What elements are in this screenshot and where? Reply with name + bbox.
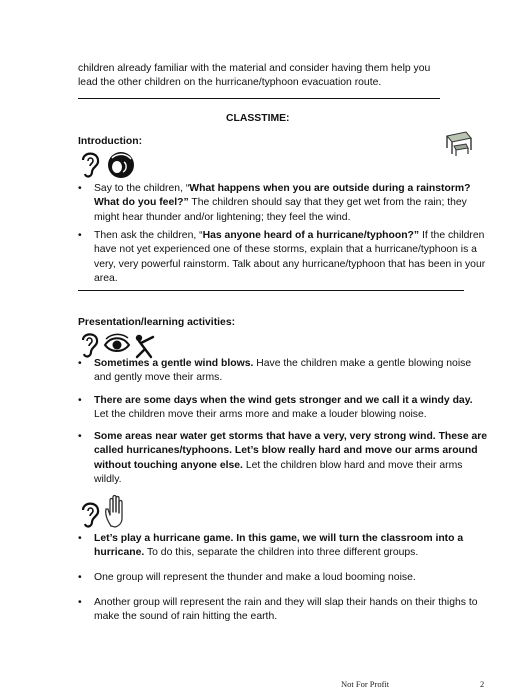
intro-bullet-1-text-b: The children should say that they get wet from the rain; they might hear thunder and/or lightening; they feel the wind. — [94, 197, 467, 223]
stretching-person-icon — [136, 335, 153, 357]
footer-text: Not For Profit — [341, 679, 390, 689]
intro-bullet-2-text-b: If the children have not yet experienced one of these storms, explain that a hurricane/typhoon is a very, very powerful rainstorm. Talk about any hurricane/typhoon that has been in your area. — [94, 230, 486, 284]
classtime-heading: CLASSTIME: — [226, 113, 290, 124]
intro-bullet-2-text-a: Then ask the children, “ — [94, 230, 203, 241]
game-icons — [79, 494, 135, 530]
ear-icon — [83, 334, 97, 356]
ear-icon — [83, 154, 98, 177]
intro-bullet-1 — [78, 182, 488, 225]
bullet-dot: • — [78, 597, 82, 608]
presentation-icons — [79, 331, 161, 359]
desk-chair-icon — [444, 128, 474, 158]
presentation-bullet-2 — [78, 394, 488, 423]
divider-top — [78, 98, 440, 99]
presentation-bullet-1-text: Have the children make a gentle blowing noise and gently move their arms. — [94, 358, 472, 384]
presentation-bullet-2-bold: There are some days when the wind gets stronger and we call it a windy day. — [94, 395, 473, 406]
presentation-bullet-3-bold: Some areas near water get storms that have a very, very strong wind. These are called hurricanes/typhoons. Let’s blow really hard and move our arms around without touching anyone else. — [94, 431, 488, 471]
game-bullet-3-text: Another group will represent the rain and they will slap their hands on their thighs to make the sound of rain hitting the earth. — [94, 597, 478, 623]
bullet-dot: • — [78, 183, 82, 194]
intro-bullet-1-bold-b: What do you feel?” — [94, 197, 189, 209]
intro-bullet-2 — [78, 229, 488, 286]
ear-icon — [83, 504, 98, 527]
divider-middle — [78, 290, 464, 291]
hand-icon — [106, 496, 122, 528]
presentation-bullet-3 — [78, 430, 488, 487]
introduction-icons — [79, 150, 139, 180]
intro-line-2: lead the other children on the hurricane/typhoon evacuation route. — [78, 77, 382, 89]
presentation-bullet-1-bold: Sometimes a gentle wind blows. — [94, 358, 254, 369]
page-number: 2 — [480, 679, 485, 689]
intro-bullet-2-bold: Has anyone heard of a hurricane/typhoon?” — [202, 230, 420, 241]
game-bullet-1 — [78, 532, 488, 561]
game-bullet-2 — [78, 571, 488, 585]
game-bullet-1-bold: Let’s play a hurricane game. In this game, we will turn the classroom into a hurricane. — [94, 533, 464, 559]
eye-icon — [105, 334, 129, 351]
game-bullet-1-text: To do this, separate the children into three different groups. — [144, 547, 419, 559]
intro-line-1: children already familiar with the material and consider having them help you — [78, 63, 431, 74]
bullet-dot: • — [78, 572, 82, 583]
intro-bullet-1-bold-a: What happens when you are outside during a rainstorm? — [189, 183, 471, 194]
intro-paragraph — [78, 62, 488, 91]
bullet-dot: • — [78, 230, 82, 241]
game-bullet-2-text: One group will represent the thunder and make a loud booming noise. — [94, 572, 416, 583]
introduction-heading: Introduction: — [78, 136, 143, 147]
bullet-dot: • — [78, 533, 82, 544]
presentation-heading: Presentation/learning activities: — [78, 317, 236, 328]
bullet-dot: • — [78, 395, 82, 406]
bullet-dot: • — [78, 358, 82, 369]
game-bullet-3 — [78, 596, 488, 625]
presentation-bullet-1 — [78, 357, 488, 386]
presentation-bullet-3-text: Let the children blow hard and move their arms wildly. — [94, 459, 463, 485]
intro-bullet-1-text-a: Say to the children, “ — [94, 183, 190, 194]
presentation-bullet-2-text: Let the children move their arms more and make a louder blowing noise. — [94, 409, 427, 421]
head-thinking-icon — [108, 152, 134, 178]
bullet-dot: • — [78, 431, 82, 442]
